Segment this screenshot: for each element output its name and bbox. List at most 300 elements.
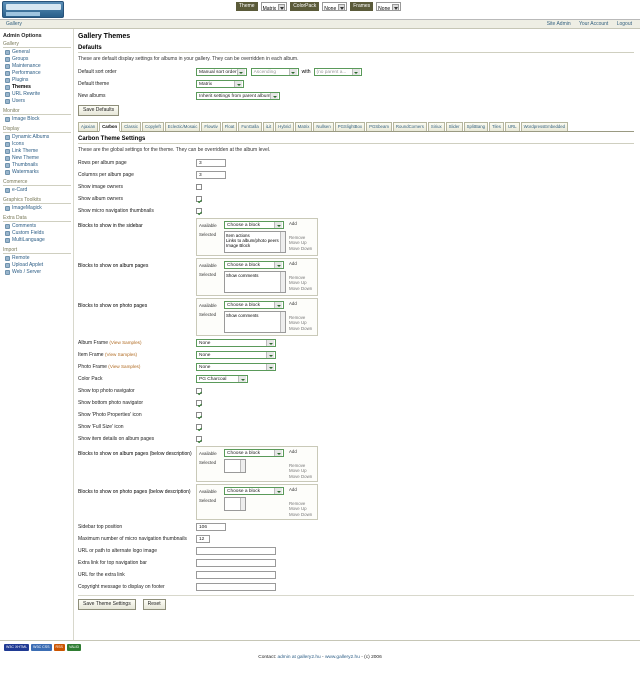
photo-page-blocks-widget: [196, 298, 318, 336]
language-icon: [5, 238, 10, 243]
link-icon: [5, 92, 10, 97]
new-albums-value: Inherit settings from parent album: [199, 94, 271, 99]
sidebar-item-remote[interactable]: [3, 255, 71, 262]
sidebar-item-label: ImageMagick: [12, 205, 42, 211]
thumbnail-icon: [5, 163, 10, 168]
remove-block-button[interactable]: Remove: [289, 274, 306, 280]
account-links: [540, 21, 632, 27]
available-label: Available: [199, 451, 217, 456]
move-down-button[interactable]: Move Down: [289, 325, 313, 331]
tab-fungalla[interactable]: FunGalla: [238, 122, 261, 131]
move-up-button[interactable]: Move Up: [289, 240, 307, 245]
extra-link-url-input[interactable]: [196, 571, 276, 579]
item-frame-select[interactable]: [196, 351, 276, 359]
sidebar-item-web-server[interactable]: [3, 269, 71, 276]
sidebar-item-label: e-Card: [12, 187, 28, 193]
max-micro-nav-thumbnails-input[interactable]: 12: [196, 535, 210, 543]
sidebar-item-label: Dynamic Albums: [12, 134, 50, 140]
selected-label: Selected: [199, 272, 217, 277]
tab-flowtiv[interactable]: Flowtiv: [201, 122, 220, 131]
sidebar-item-multilanguage[interactable]: [3, 237, 71, 244]
show-bottom-photo-navigator-checkbox[interactable]: [196, 400, 202, 406]
chevron-down-icon: [392, 4, 399, 11]
plug-icon: [5, 78, 10, 83]
show-full-size-icon-label: Show 'Full Size' icon: [78, 424, 124, 430]
photo-below-desc-available-value: Choose a block: [227, 489, 261, 494]
sidebar-available-block-select[interactable]: [224, 221, 284, 229]
sidebar-item-label: Upload Applet: [12, 262, 44, 268]
sidebar-item-label: URL Rewrite: [12, 91, 41, 97]
add-block-button[interactable]: Add: [289, 261, 297, 266]
logo-image-url-input[interactable]: [196, 547, 276, 555]
your-account-link[interactable]: Your Account: [579, 21, 609, 27]
show-image-owners-checkbox[interactable]: [196, 184, 202, 190]
show-item-details-row: [78, 434, 634, 444]
extra-link-input[interactable]: [196, 559, 276, 567]
sidebar-item-users[interactable]: [3, 98, 71, 105]
sidebar: [0, 29, 73, 640]
show-micro-nav-thumbnails-row: [78, 206, 634, 216]
tab-siriux[interactable]: Siriux: [428, 122, 445, 131]
sidebar-item-comments[interactable]: [3, 223, 71, 230]
sidebar-group-import: [3, 247, 71, 276]
sidebar-item-imagemagick[interactable]: [3, 205, 71, 212]
server-icon: [5, 270, 10, 275]
icons-icon: [5, 142, 10, 147]
album-available-block-select[interactable]: [224, 261, 284, 269]
photo-frame-label: [78, 364, 196, 370]
album-below-desc-available-select[interactable]: [224, 449, 284, 457]
tab-ilit[interactable]: iLit: [263, 122, 275, 131]
card-icon: [5, 188, 10, 193]
gear-icon: [5, 50, 10, 55]
save-theme-settings-button[interactable]: Save Theme Settings: [78, 599, 136, 610]
sidebar-item-label: Performance: [12, 70, 41, 76]
sidebar-item-label: Icons: [12, 141, 24, 147]
scrollbar[interactable]: [280, 232, 285, 252]
sidebar-group-commerce: [3, 179, 71, 194]
sidebar-blocks-row: [78, 218, 634, 256]
selected-label: Selected: [199, 498, 217, 503]
sidebar-item-watermarks[interactable]: [3, 169, 71, 176]
tab-url[interactable]: URL: [505, 122, 520, 131]
photo-frame-value: None: [199, 365, 211, 370]
columns-per-album-page-row: [78, 170, 634, 180]
extra-link-label: Extra link for top navigation bar: [78, 560, 147, 566]
album-below-desc-blocks-row: [78, 446, 634, 482]
chevron-down-icon: [278, 4, 285, 11]
tab-copyleft[interactable]: Copyleft: [142, 122, 164, 131]
sidebar-item-custom-fields[interactable]: [3, 230, 71, 237]
tab-hybrid[interactable]: Hybrid: [275, 122, 293, 131]
tab-pgslightbox[interactable]: PGSlightBox: [335, 122, 365, 131]
columns-per-album-page-input[interactable]: 3: [196, 171, 226, 179]
theme-switch-select[interactable]: [261, 2, 288, 11]
sidebar-title: Admin Options: [3, 33, 42, 39]
sidebar-group-extra-data: [3, 215, 71, 244]
show-micro-nav-thumbnails-checkbox[interactable]: [196, 208, 202, 214]
footer-contact-prefix: Contact:: [258, 655, 277, 660]
move-up-button[interactable]: Move Up: [289, 468, 307, 473]
sidebar-item-label: New Theme: [12, 155, 39, 161]
album-below-desc-labels: [199, 449, 221, 479]
remote-icon: [5, 256, 10, 261]
album-below-desc-actions: [289, 449, 315, 479]
album-frame-text: Album Frame: [78, 340, 109, 346]
default-theme-select[interactable]: [196, 80, 244, 88]
default-sort-order-select[interactable]: [196, 68, 247, 76]
add-block-button[interactable]: Add: [289, 449, 297, 454]
w3c-css-badge[interactable]: W3C CSS: [33, 645, 50, 649]
sidebar-selected-blocks-list[interactable]: [224, 231, 286, 253]
sidebar-item-image-block[interactable]: [3, 116, 71, 123]
footer-separator: -: [320, 655, 325, 660]
save-defaults-button[interactable]: Save Defaults: [78, 105, 119, 116]
show-photo-properties-icon-checkbox[interactable]: [196, 412, 202, 418]
sidebar-group-display: [3, 126, 71, 176]
photo-frame-row: [78, 362, 634, 372]
sidebar-item-plugins[interactable]: [3, 77, 71, 84]
colorpack-switch-value: None: [324, 6, 337, 12]
show-album-owners-label: Show album owners: [78, 196, 124, 202]
watermark-icon: [5, 170, 10, 175]
tab-pgsbeam[interactable]: PGSbeam: [366, 122, 392, 131]
copyright-message-row: [78, 582, 634, 592]
footer-copyright: - (c) 2006: [359, 655, 382, 660]
theme-settings-heading: Carbon Theme Settings: [78, 136, 634, 144]
move-up-button[interactable]: Move Up: [289, 506, 307, 511]
photo-below-desc-selected-list[interactable]: [224, 497, 246, 511]
item-frame-label: [78, 352, 196, 358]
sidebar-top-position-label: Sidebar top position: [78, 524, 123, 530]
rss-badge[interactable]: RSS: [55, 645, 63, 649]
color-pack-value: PG Charcoal: [199, 377, 227, 382]
tab-wordpressembedded[interactable]: WordpressEmbedded: [521, 122, 568, 131]
colorpack-switch-label: ColorPack: [290, 2, 319, 11]
scrollbar[interactable]: [240, 460, 245, 472]
selected-label: Selected: [199, 460, 217, 465]
max-micro-nav-thumbnails-label: Maximum number of micro navigation thumbnails: [78, 536, 187, 542]
tab-ajaxian[interactable]: Ajaxian: [78, 122, 98, 131]
rows-per-album-page-label: Rows per album page: [78, 160, 127, 166]
colorpack-switch-select[interactable]: [322, 2, 347, 11]
footer: [0, 640, 640, 662]
list-item[interactable]: Item actions: [226, 233, 250, 238]
default-theme-value: Matrix: [199, 82, 213, 87]
breadcrumb-root-link[interactable]: Gallery: [6, 21, 22, 27]
image-icon: [5, 117, 10, 122]
sidebar-item-groups[interactable]: [3, 56, 71, 63]
new-albums-row: [78, 91, 634, 101]
extra-link-url-label: URL for the extra link: [78, 572, 125, 578]
album-page-blocks-fields: [224, 261, 286, 293]
sidebar-item-label: Watermarks: [12, 169, 39, 175]
theme-tabs: [78, 121, 634, 132]
tab-nullsen[interactable]: Nullsen: [313, 122, 333, 131]
album-page-blocks-widget: [196, 258, 318, 296]
sidebar-blocks-labels: [199, 221, 221, 253]
item-frame-samples-link[interactable]: (View Samples): [104, 352, 138, 357]
photo-page-blocks-actions: [289, 301, 315, 333]
available-label: Available: [199, 489, 217, 494]
sidebar-item-label: MultiLanguage: [12, 237, 45, 243]
photo-selected-blocks-list[interactable]: [224, 311, 286, 333]
album-frame-value: None: [199, 341, 211, 346]
photo-below-desc-available-select[interactable]: [224, 487, 284, 495]
tab-slider[interactable]: Slider: [446, 122, 463, 131]
show-photo-properties-icon-label: Show 'Photo Properties' icon: [78, 412, 142, 418]
default-theme-label: Default theme: [78, 81, 110, 87]
sidebar-item-label: Comments: [12, 223, 37, 229]
columns-per-album-page-label: Columns per album page: [78, 172, 134, 178]
tab-tiles[interactable]: Tiles: [489, 122, 504, 131]
remove-block-button[interactable]: Remove: [289, 462, 306, 468]
tab-carbon[interactable]: Carbon: [99, 122, 120, 132]
footer-email-link[interactable]: admin at gallery2.hu: [277, 655, 321, 660]
scrollbar[interactable]: [280, 272, 285, 292]
theme-switcher-bar: [236, 2, 401, 11]
sidebar-top-position-row: [78, 522, 634, 532]
gauge-icon: [5, 71, 10, 76]
theme-switch-value: Matrix: [262, 6, 277, 12]
album-page-blocks-actions: [289, 261, 315, 293]
user-icon: [5, 99, 10, 104]
sidebar-item-themes[interactable]: [3, 84, 71, 91]
photo-page-blocks-row: [78, 298, 634, 336]
sidebar-item-label: Custom Fields: [12, 230, 44, 236]
default-sort-order-label: Default sort order: [78, 69, 117, 75]
album-available-block-value: Choose a block: [227, 263, 261, 268]
sidebar-item-label: Thumbnails: [12, 162, 38, 168]
selected-label: Selected: [199, 232, 217, 237]
move-down-button[interactable]: Move Down: [289, 511, 313, 517]
list-item[interactable]: Show comments: [226, 273, 259, 278]
album-page-blocks-row: [78, 258, 634, 296]
available-label: Available: [199, 303, 217, 308]
sidebar-item-label: Groups: [12, 56, 29, 62]
color-pack-row: [78, 374, 634, 384]
tab-classic[interactable]: Classic: [121, 122, 141, 131]
remove-block-button[interactable]: Remove: [289, 314, 306, 320]
breadcrumb: [0, 20, 640, 29]
sidebar-item-upload-applet[interactable]: [3, 262, 71, 269]
move-up-button[interactable]: Move Up: [289, 280, 307, 285]
show-top-photo-navigator-row: [78, 386, 634, 396]
sidebar-item-label: Maintenance: [12, 63, 41, 69]
sidebar-item-label: Image Block: [12, 116, 40, 122]
default-parent-album-select[interactable]: [314, 68, 362, 76]
sidebar-blocks-fields: [224, 221, 286, 253]
show-image-owners-row: [78, 182, 634, 192]
tab-splitbang[interactable]: SplitBang: [464, 122, 488, 131]
move-down-button[interactable]: Move Down: [289, 473, 313, 479]
link-icon: [5, 149, 10, 154]
move-up-button[interactable]: Move Up: [289, 320, 307, 325]
move-down-button[interactable]: Move Down: [289, 285, 313, 291]
wrench-icon: [5, 64, 10, 69]
sidebar-group-label: Gallery: [3, 41, 71, 48]
chevron-down-icon: [338, 4, 345, 11]
field-icon: [5, 231, 10, 236]
logout-link[interactable]: Logout: [616, 21, 632, 27]
sidebar-item-general[interactable]: [3, 49, 71, 56]
frames-switch-label: Frames: [350, 2, 373, 11]
top-bar: [0, 0, 640, 20]
palette-icon: [5, 85, 10, 90]
rows-per-album-page-input[interactable]: 3: [196, 159, 226, 167]
photo-page-blocks-labels: [199, 301, 221, 333]
sidebar-group-gallery: [3, 41, 71, 105]
tab-float[interactable]: Float: [222, 122, 238, 131]
theme-settings-description: These are the global settings for the theme. They can be overridden at the album level.: [78, 147, 271, 153]
copyright-message-input[interactable]: [196, 583, 276, 591]
photo-below-desc-blocks-label: Blocks to show on photo pages (below description): [78, 489, 191, 495]
color-pack-label: Color Pack: [78, 376, 103, 382]
photo-below-desc-fields: [224, 487, 286, 517]
scrollbar[interactable]: [280, 312, 285, 332]
album-below-desc-blocks-widget: [196, 446, 318, 482]
item-frame-row: [78, 350, 634, 360]
rows-per-album-page-row: [78, 158, 634, 168]
album-below-desc-blocks-label: Blocks to show on album pages (below description): [78, 451, 192, 457]
logo-band-secondary: [6, 12, 40, 16]
album-icon: [5, 135, 10, 140]
logo-image-url-label: URL or path to alternate logo image: [78, 548, 158, 554]
users-icon: [5, 57, 10, 62]
sidebar-item-label: Plugins: [12, 77, 29, 83]
show-photo-properties-icon-row: [78, 410, 634, 420]
available-label: Available: [199, 223, 217, 228]
with-label: with: [301, 69, 311, 75]
footer-contact-text: [0, 655, 640, 660]
theme-switch-label: Theme: [236, 2, 258, 11]
remove-block-button[interactable]: Remove: [289, 500, 306, 506]
album-frame-label: [78, 340, 196, 346]
sidebar-top-position-input[interactable]: 106: [196, 523, 226, 531]
add-block-button[interactable]: Add: [289, 301, 297, 306]
sidebar-group-monitor: [3, 108, 71, 123]
photo-page-blocks-fields: [224, 301, 286, 333]
list-item[interactable]: Image Block: [226, 243, 251, 249]
sidebar-item-icons[interactable]: [3, 141, 71, 148]
footer-site-link[interactable]: www.gallery2.hu: [324, 655, 360, 660]
album-below-desc-available-value: Choose a block: [227, 451, 261, 456]
page-title: Gallery Themes: [78, 33, 131, 40]
divider: [78, 595, 634, 596]
gallery-logo[interactable]: [2, 1, 64, 18]
sidebar-group-label: Import: [3, 247, 71, 254]
photo-below-desc-blocks-row: [78, 484, 634, 520]
sidebar-item-ecard[interactable]: [3, 187, 71, 194]
photo-frame-samples-link[interactable]: (View Samples): [108, 364, 141, 369]
show-album-owners-checkbox[interactable]: [196, 196, 202, 202]
sidebar-item-label: Users: [12, 98, 26, 104]
max-micro-nav-thumbnails-row: [78, 534, 634, 544]
sidebar-item-dynamic-albums[interactable]: [3, 134, 71, 141]
album-frame-samples-link[interactable]: (View Samples): [109, 340, 142, 345]
album-frame-select[interactable]: [196, 339, 276, 347]
sidebar-group-label: Monitor: [3, 108, 71, 115]
valid-badge[interactable]: VALID: [68, 645, 80, 649]
sidebar-group-label: Graphics Toolkits: [3, 197, 71, 204]
logo-band-primary: [6, 4, 61, 10]
content-area: [73, 29, 640, 640]
site-admin-link[interactable]: Site Admin: [546, 21, 571, 27]
tab-roundcorners[interactable]: RoundCorners: [393, 122, 427, 131]
selected-label: Selected: [199, 312, 217, 317]
tab-eclectic-mosaic[interactable]: Eclectic/Mosaic: [165, 122, 201, 131]
sidebar-item-maintenance[interactable]: [3, 63, 71, 70]
sidebar-blocks-actions: [289, 221, 315, 253]
show-album-owners-row: [78, 194, 634, 204]
show-full-size-icon-row: [78, 422, 634, 432]
magic-icon: [5, 206, 10, 211]
default-sort-order-row: [78, 67, 634, 77]
color-pack-select[interactable]: [196, 375, 248, 383]
sidebar-group-label: Extra Data: [3, 215, 71, 222]
photo-frame-select[interactable]: [196, 363, 276, 371]
photo-page-blocks-label: Blocks to show on photo pages: [78, 303, 148, 309]
default-sort-order-value: Manual sort order: [199, 70, 237, 75]
album-selected-blocks-list[interactable]: [224, 271, 286, 293]
sidebar-item-thumbnails[interactable]: [3, 162, 71, 169]
add-block-button[interactable]: Add: [289, 487, 297, 492]
item-frame-value: None: [199, 353, 211, 358]
sidebar-item-label: Themes: [12, 84, 31, 90]
remove-block-button[interactable]: Remove: [289, 234, 306, 240]
comment-icon: [5, 224, 10, 229]
item-frame-text: Item Frame: [78, 352, 104, 358]
logo-image-url-row: [78, 546, 634, 556]
album-below-desc-selected-list[interactable]: [224, 459, 246, 473]
sidebar-item-url-rewrite[interactable]: [3, 91, 71, 98]
add-block-button[interactable]: Add: [289, 221, 297, 226]
sidebar-item-label: Link Theme: [12, 148, 39, 154]
reset-button[interactable]: Reset: [143, 599, 166, 610]
sidebar-item-link-theme[interactable]: [3, 148, 71, 155]
new-albums-select[interactable]: [196, 92, 280, 100]
default-sort-direction-select[interactable]: [251, 68, 299, 76]
show-bottom-photo-navigator-label: Show bottom photo navigator: [78, 400, 144, 406]
show-top-photo-navigator-checkbox[interactable]: [196, 388, 202, 394]
photo-below-desc-actions: [289, 487, 315, 517]
frames-switch-value: None: [378, 6, 391, 12]
sidebar-blocks-label: Blocks to show in the sidebar: [78, 223, 143, 229]
move-down-button[interactable]: Move Down: [289, 245, 313, 251]
sidebar-item-performance[interactable]: [3, 70, 71, 77]
show-bottom-photo-navigator-row: [78, 398, 634, 408]
photo-frame-text: Photo Frame: [78, 364, 107, 370]
list-item[interactable]: Links to album/photo peers: [226, 238, 279, 244]
extra-link-url-row: [78, 570, 634, 580]
album-page-blocks-labels: [199, 261, 221, 293]
list-item[interactable]: Show comments: [226, 313, 259, 318]
sidebar-item-new-theme[interactable]: [3, 155, 71, 162]
show-full-size-icon-checkbox[interactable]: [196, 424, 202, 430]
main-layout: [0, 29, 640, 640]
photo-available-block-select[interactable]: [224, 301, 284, 309]
defaults-description: These are default display settings for albums in your gallery. They can be overridden in each album.: [78, 56, 299, 62]
default-theme-row: [78, 79, 634, 89]
frames-switch-select[interactable]: [376, 2, 401, 11]
show-item-details-checkbox[interactable]: [196, 436, 202, 442]
w3c-xhtml-badge[interactable]: W3C XHTML: [6, 645, 28, 649]
show-item-details-label: Show item details on album pages: [78, 436, 155, 442]
scrollbar[interactable]: [240, 498, 245, 510]
album-frame-row: [78, 338, 634, 348]
sidebar-group-label: Display: [3, 126, 71, 133]
tab-matrix[interactable]: Matrix: [295, 122, 313, 131]
